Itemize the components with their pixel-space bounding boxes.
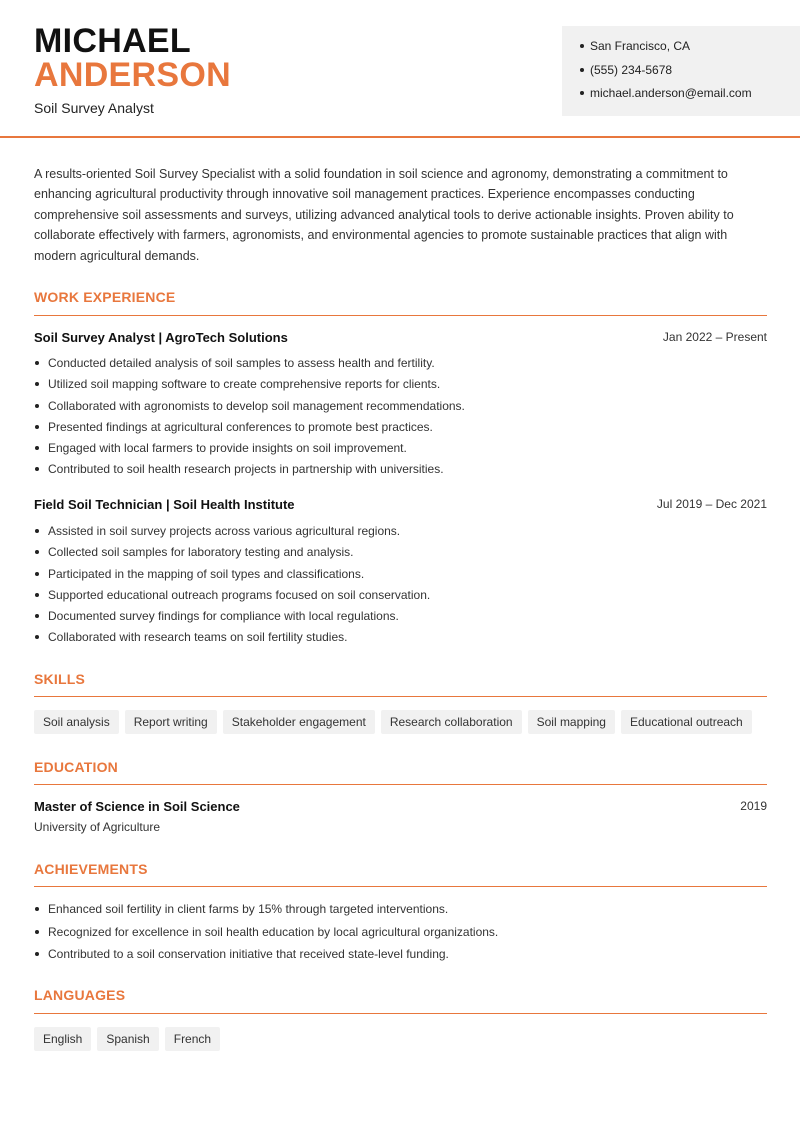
bullet-icon (580, 44, 584, 48)
section-divider (34, 1013, 767, 1014)
bullet-text: Collaborated with agronomists to develop soil management recommendations. (48, 398, 465, 413)
bullet-text: Conducted detailed analysis of soil samples to assess health and fertility. (48, 356, 435, 370)
degree: Master of Science in Soil Science (34, 799, 240, 814)
skill-chip: Report writing (125, 710, 217, 734)
resume-header (0, 0, 800, 138)
email-text[interactable]: michael.anderson@email.com (590, 86, 752, 100)
bullet-icon (35, 404, 39, 408)
bullet-text: Engaged with local farmers to provide insights on soil improvement. (48, 441, 407, 456)
phone-text: (555) 234-5678 (590, 62, 673, 77)
bullet-text: Utilized soil mapping software to create comprehensive reports for clients. (48, 377, 441, 392)
job-dates: Jan 2022 – Present (662, 330, 767, 344)
list-item (34, 608, 767, 629)
job-role: Soil Survey Analyst | AgroTech Solutions (34, 330, 288, 345)
bullet-text: Documented survey findings for compliance with local regulations. (48, 609, 399, 624)
language-chip: English (34, 1027, 91, 1051)
list-item (34, 398, 767, 419)
job-header (34, 330, 767, 345)
list-item (34, 523, 767, 544)
section-title-languages: LANGUAGES (34, 987, 126, 1003)
list-item (34, 629, 767, 650)
section-title-education: EDUCATION (34, 759, 118, 775)
bullet-text: Presented findings at agricultural conferences to promote best practices. (48, 419, 433, 434)
skill-chip: Soil analysis (34, 710, 119, 734)
job-title: Soil Survey Analyst (34, 100, 154, 116)
section-divider (34, 784, 767, 785)
bullet-icon (35, 635, 39, 639)
list-item (34, 440, 767, 461)
bullet-icon (35, 529, 39, 533)
achievements-list (34, 901, 767, 969)
bullet-text: Collected soil samples for laboratory testing and analysis. (48, 545, 354, 560)
bullet-text: Assisted in soil survey projects across various agricultural regions. (48, 524, 401, 538)
contact-email[interactable] (580, 85, 800, 109)
bullet-icon (580, 91, 584, 95)
section-title-skills: SKILLS (34, 671, 85, 687)
list-item (34, 946, 767, 969)
list-item (34, 544, 767, 565)
list-item (34, 924, 767, 947)
list-item (34, 901, 767, 924)
job-bullets (34, 355, 767, 483)
list-item (34, 376, 767, 397)
section-title-work: WORK EXPERIENCE (34, 289, 176, 305)
skill-chip: Soil mapping (528, 710, 615, 734)
skill-chip: Educational outreach (621, 710, 752, 734)
job-dates: Jul 2019 – Dec 2021 (656, 497, 767, 511)
contact-phone (580, 62, 800, 86)
last-name: ANDERSON (34, 56, 231, 94)
bullet-icon (580, 68, 584, 72)
summary: A results-oriented Soil Survey Specialist with a solid foundation in soil science and agronomy, demonstrating a commitment to enhancing agricultural productivity through innovative soil management practices. Experience encompasses conducting comprehensive soil assessments and surveys, utilizing advanced analytical tools to derive actionable insights. Proven ability to collaborate effectively with farmers, agronomists, and environmental agencies to promote sustainable practices that align with modern agricultural demands. (34, 167, 734, 263)
job-bullets (34, 523, 767, 651)
section-title-achievements: ACHIEVEMENTS (34, 861, 148, 877)
bullet-icon (35, 446, 39, 450)
education-header (34, 799, 767, 814)
language-chip: French (165, 1027, 220, 1051)
list-item (34, 587, 767, 608)
language-chip: Spanish (97, 1027, 158, 1051)
bullet-icon (35, 952, 39, 956)
bullet-icon (35, 361, 39, 365)
list-item (34, 355, 767, 376)
contact-location (580, 38, 800, 62)
bullet-text: Participated in the mapping of soil types and classifications. (48, 566, 365, 581)
bullet-icon (35, 614, 39, 618)
skills-list (34, 710, 752, 734)
bullet-text: Collaborated with research teams on soil fertility studies. (48, 630, 348, 645)
bullet-icon (35, 550, 39, 554)
bullet-icon (35, 572, 39, 576)
list-item (34, 461, 767, 482)
location-text: San Francisco, CA (590, 39, 691, 53)
bullet-icon (35, 425, 39, 429)
achievement-text: Recognized for excellence in soil health education by local agricultural organizations. (48, 924, 499, 939)
school: University of Agriculture (34, 820, 161, 834)
bullet-icon (35, 382, 39, 386)
languages-list (34, 1027, 220, 1051)
bullet-icon (35, 930, 39, 934)
job-role: Field Soil Technician | Soil Health Institute (34, 497, 295, 512)
job-header (34, 497, 767, 512)
achievement-text: Enhanced soil fertility in client farms by 15% through targeted interventions. (48, 902, 449, 916)
section-divider (34, 886, 767, 887)
graduation-year: 2019 (740, 799, 767, 813)
achievement-text: Contributed to a soil conservation initiative that received state-level funding. (48, 947, 449, 961)
list-item (34, 566, 767, 587)
list-item (34, 419, 767, 440)
section-divider (34, 696, 767, 697)
bullet-icon (35, 593, 39, 597)
contact-box (562, 26, 800, 116)
section-divider (34, 315, 767, 316)
bullet-icon (35, 907, 39, 911)
bullet-icon (35, 467, 39, 471)
skill-chip: Research collaboration (381, 710, 522, 734)
bullet-text: Contributed to soil health research projects in partnership with universities. (48, 462, 444, 477)
bullet-text: Supported educational outreach programs focused on soil conservation. (48, 587, 431, 602)
first-name: MICHAEL (34, 22, 191, 60)
skill-chip: Stakeholder engagement (223, 710, 375, 734)
